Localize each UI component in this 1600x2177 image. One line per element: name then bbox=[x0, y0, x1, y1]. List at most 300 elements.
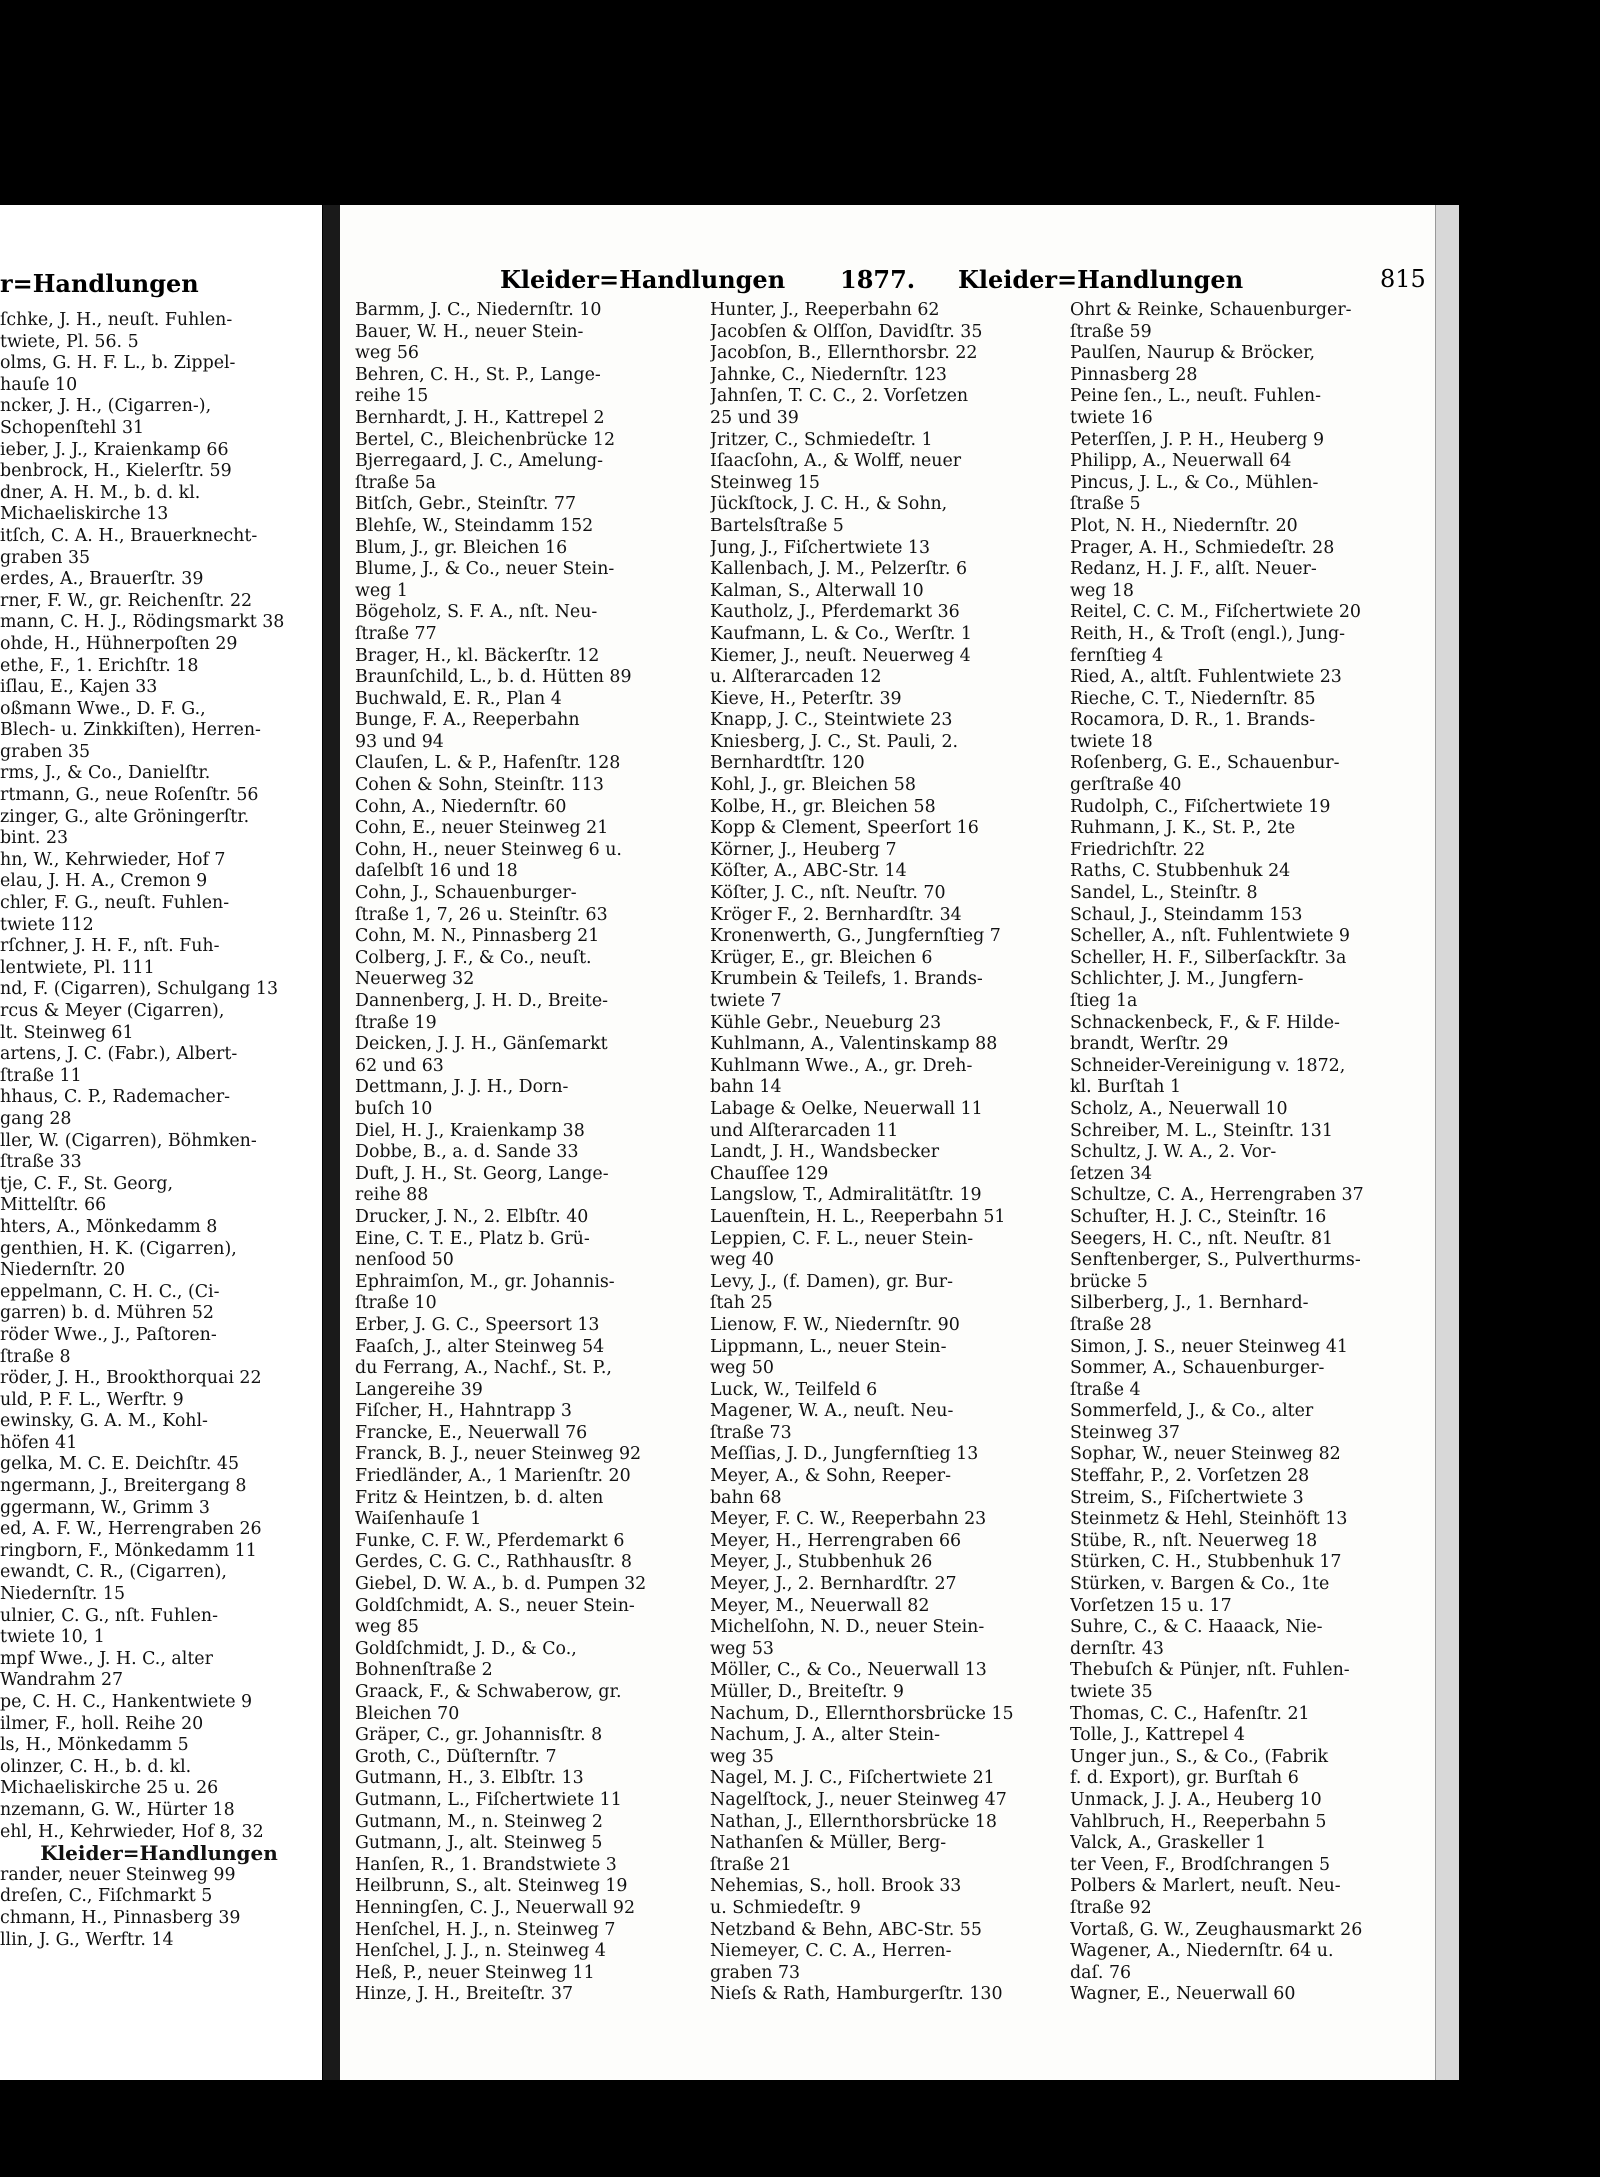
directory-entry: Meyer, J., 2. Bernhardſtr. 27 bbox=[710, 1574, 957, 1595]
directory-entry: Franck, B. J., neuer Steinweg 92 bbox=[355, 1444, 642, 1465]
left-page-entry: hauſe 10 bbox=[0, 374, 78, 395]
directory-entry: reihe 88 bbox=[355, 1185, 429, 1206]
left-page-entry: gelka, M. C. E. Deichſtr. 45 bbox=[0, 1454, 240, 1475]
directory-entry: Steinweg 37 bbox=[1070, 1422, 1180, 1443]
left-page-entry: ller, W. (Cigarren), Böhmken- bbox=[0, 1130, 257, 1151]
directory-entry: Dobbe, B., a. d. Sande 33 bbox=[355, 1142, 579, 1163]
directory-entry: Hunter, J., Reeperbahn 62 bbox=[710, 300, 940, 320]
directory-entry: Wagner, E., Neuerwall 60 bbox=[1070, 1984, 1296, 2005]
directory-entry: Blume, J., & Co., neuer Stein- bbox=[355, 559, 615, 580]
left-page-entry: zinger, G., alte Gröningerſtr. bbox=[0, 806, 250, 827]
left-page-entry: hn, W., Kehrwieder, Hof 7 bbox=[0, 849, 226, 870]
left-page-entry: genthien, H. K. (Cigarren), bbox=[0, 1238, 237, 1259]
left-page-entry: Mittelſtr. 66 bbox=[0, 1195, 107, 1216]
left-page-entry: mann, C. H. J., Rödingsmarkt 38 bbox=[0, 612, 285, 633]
directory-entry: Stürken, C. H., Stubbenhuk 17 bbox=[1070, 1552, 1342, 1573]
left-page-entry: röder, J. H., Brookthorquai 22 bbox=[0, 1368, 262, 1389]
directory-entry: Stübe, R., nſt. Neuerweg 18 bbox=[1070, 1530, 1318, 1551]
directory-entry: Bertel, C., Bleichenbrücke 12 bbox=[355, 429, 616, 450]
directory-entry: Lienow, F. W., Niedernſtr. 90 bbox=[710, 1314, 960, 1335]
directory-entry: Meſſias, J. D., Jungfernſtieg 13 bbox=[710, 1444, 979, 1465]
left-page-entry: dner, A. H. M., b. d. kl. bbox=[0, 482, 201, 503]
left-page-entry: uld, P. F. L., Werftr. 9 bbox=[0, 1389, 184, 1410]
directory-entry: Paulſen, Naurup & Bröcker, bbox=[1070, 343, 1316, 364]
directory-entry: Kaufmann, L. & Co., Werſtr. 1 bbox=[710, 623, 972, 644]
directory-entry: Prager, A. H., Schmiedeſtr. 28 bbox=[1070, 537, 1335, 558]
left-page-entry: ggermann, W., Grimm 3 bbox=[0, 1497, 210, 1518]
directory-entry: Schnackenbeck, F., & F. Hilde- bbox=[1070, 1012, 1340, 1033]
directory-entry: ſtieg 1a bbox=[1070, 991, 1138, 1011]
directory-entry: Steinmetz & Hehl, Steinhöft 13 bbox=[1070, 1509, 1348, 1530]
directory-entry: Krüger, E., gr. Bleichen 6 bbox=[710, 947, 933, 968]
directory-entry: ſtraße 5 bbox=[1070, 494, 1141, 515]
directory-entry: Sommer, A., Schauenburger- bbox=[1070, 1358, 1325, 1379]
directory-entry: Colberg, J. F., & Co., neuſt. bbox=[355, 947, 592, 968]
header-year: 1877. bbox=[840, 265, 916, 294]
directory-entry: twiete 18 bbox=[1070, 731, 1153, 752]
directory-entry: Sandel, L., Steinſtr. 8 bbox=[1070, 883, 1258, 904]
left-page-entry: ngermann, J., Breitergang 8 bbox=[0, 1476, 247, 1497]
directory-entry: buſch 10 bbox=[355, 1098, 433, 1119]
directory-entry: Roſenberg, G. E., Schauenbur- bbox=[1070, 753, 1340, 774]
directory-entry: Philipp, A., Neuerwall 64 bbox=[1070, 451, 1292, 472]
directory-entry: Nehemias, S., holl. Brook 33 bbox=[710, 1876, 962, 1897]
directory-page bbox=[340, 205, 1435, 2080]
directory-entry: ſtraße 10 bbox=[355, 1293, 437, 1314]
left-page-entry: Schopenſtehl 31 bbox=[0, 417, 145, 438]
directory-entry: Stürken, v. Bargen & Co., 1te bbox=[1070, 1574, 1330, 1595]
left-page-entry: ed, A. F. W., Herrengraben 26 bbox=[0, 1519, 262, 1540]
directory-entry: Ruhmann, J. K., St. P., 2te bbox=[1070, 818, 1296, 839]
left-page-entry: tje, C. F., St. Georg, bbox=[0, 1173, 173, 1194]
directory-entry: Cohn, J., Schauenburger- bbox=[355, 883, 577, 904]
directory-entry: Scheller, H. F., Silberſackſtr. 3a bbox=[1070, 947, 1347, 968]
directory-entry: Nagelſtock, J., neuer Steinweg 47 bbox=[710, 1789, 1007, 1810]
directory-entry: Deicken, J. J. H., Gänſemarkt bbox=[355, 1034, 608, 1055]
directory-entry: ſtraße 19 bbox=[355, 1012, 437, 1033]
directory-entry: Bjerregaard, J. C., Amelung- bbox=[355, 451, 604, 472]
directory-entry: nenſood 50 bbox=[355, 1250, 454, 1271]
directory-entry: weg 35 bbox=[710, 1746, 774, 1767]
directory-entry: Schneider-Vereinigung v. 1872, bbox=[1070, 1055, 1346, 1076]
directory-entry: Niemeyer, C. C. A., Herren- bbox=[710, 1941, 952, 1962]
directory-entry: Seegers, H. C., nſt. Neuſtr. 81 bbox=[1070, 1228, 1334, 1249]
left-page-header: r=Handlungen bbox=[0, 269, 199, 298]
directory-entry: Netzband & Behn, ABC-Str. 55 bbox=[710, 1919, 982, 1940]
left-page-entry: ieber, J. J., Kraienkamp 66 bbox=[0, 439, 229, 460]
directory-entry: Pinnasberg 28 bbox=[1070, 364, 1198, 385]
directory-entry: Kühle Gebr., Neueburg 23 bbox=[710, 1012, 942, 1033]
directory-entry: Jückſtock, J. C. H., & Sohn, bbox=[710, 494, 948, 515]
directory-entry: bahn 14 bbox=[710, 1077, 782, 1098]
left-page-entry: iſlau, E., Kajen 33 bbox=[0, 677, 158, 698]
left-page-entry: erdes, A., Brauerſtr. 39 bbox=[0, 569, 204, 590]
directory-entry: Steffahr, P., 2. Vorſetzen 28 bbox=[1070, 1466, 1310, 1487]
left-page-entry: twiete, Pl. 56. 5 bbox=[0, 331, 139, 352]
left-page-entry: ethe, F., 1. Erichſtr. 18 bbox=[0, 655, 199, 676]
directory-entry: weg 50 bbox=[710, 1358, 774, 1379]
directory-entry: Simon, J. S., neuer Steinweg 41 bbox=[1070, 1336, 1348, 1357]
left-page-entry: ehl, H., Kehrwieder, Hof 8, 32 bbox=[0, 1821, 264, 1842]
directory-entry: 25 und 39 bbox=[710, 407, 799, 428]
directory-entry: Henningſen, C. J., Neuerwall 92 bbox=[355, 1897, 636, 1918]
directory-entry: Heß, P., neuer Steinweg 11 bbox=[355, 1962, 595, 1983]
directory-entry: du Ferrang, A., Nachf., St. P., bbox=[355, 1358, 612, 1379]
left-page-entry: olms, G. H. F. L., b. Zippel- bbox=[0, 353, 236, 374]
directory-entry: Jritzer, C., Schmiedeſtr. 1 bbox=[710, 429, 933, 450]
directory-entry: Diel, H. J., Kraienkamp 38 bbox=[355, 1120, 585, 1141]
directory-entry: Bernhardt, J. H., Kattrepel 2 bbox=[355, 407, 605, 428]
directory-entry: Hinze, J. H., Breiteſtr. 37 bbox=[355, 1984, 574, 2005]
directory-entry: Gräper, C., gr. Johannisſtr. 8 bbox=[355, 1725, 603, 1746]
left-page-entry: Blech- u. Zinkkiſten), Herren- bbox=[0, 720, 261, 741]
left-page-entry: ohde, H., Hühnerpoſten 29 bbox=[0, 633, 238, 654]
left-page-entry: dreſen, C., Fiſchmarkt 5 bbox=[0, 1886, 213, 1907]
directory-entry: Vahlbruch, H., Reeperbahn 5 bbox=[1070, 1811, 1327, 1832]
directory-entry: Plot, N. H., Niedernſtr. 20 bbox=[1070, 515, 1298, 536]
directory-entry: Gutmann, L., Fiſchertwiete 11 bbox=[355, 1789, 622, 1810]
left-page-entry: rcus & Meyer (Cigarren), bbox=[0, 1001, 225, 1021]
left-page-entry: ſtraße 8 bbox=[0, 1346, 71, 1367]
left-page-entry: elau, J. H. A., Cremon 9 bbox=[0, 871, 208, 892]
directory-entry: daſelbſt 16 und 18 bbox=[355, 861, 518, 882]
left-page-entry: chmann, H., Pinnasberg 39 bbox=[0, 1907, 241, 1928]
directory-entry: Funke, C. F. W., Pferdemarkt 6 bbox=[355, 1530, 625, 1551]
directory-entry: Müller, D., Breiteſtr. 9 bbox=[710, 1682, 904, 1702]
directory-entry: Bunge, F. A., Reeperbahn bbox=[355, 710, 580, 731]
directory-entry: Rieche, C. T., Niedernſtr. 85 bbox=[1070, 688, 1316, 709]
header-right-title: Kleider=Handlungen bbox=[958, 265, 1244, 294]
directory-entry: ſtraße 5a bbox=[355, 472, 436, 493]
directory-entry: Magener, W. A., neuſt. Neu- bbox=[710, 1401, 954, 1422]
directory-entry: Meyer, M., Neuerwall 82 bbox=[710, 1595, 930, 1616]
directory-entry: ter Veen, F., Brodſchrangen 5 bbox=[1070, 1854, 1331, 1875]
directory-entry: Labage & Oelke, Neuerwall 11 bbox=[710, 1098, 983, 1119]
directory-entry: twiete 16 bbox=[1070, 407, 1153, 428]
directory-entry: Schaul, J., Steindamm 153 bbox=[1070, 904, 1303, 925]
directory-entry: Sommerfeld, J., & Co., alter bbox=[1070, 1401, 1314, 1422]
directory-entry: Kuhlmann Wwe., A., gr. Dreh- bbox=[710, 1055, 973, 1076]
directory-entry: weg 56 bbox=[355, 343, 419, 364]
directory-entry: Cohn, A., Niedernſtr. 60 bbox=[355, 796, 567, 817]
left-page-entry: ſtraße 11 bbox=[0, 1065, 82, 1086]
directory-entry: bahn 68 bbox=[710, 1487, 782, 1508]
directory-entry: ſetzen 34 bbox=[1070, 1163, 1153, 1184]
left-page-entry: ſtraße 33 bbox=[0, 1152, 82, 1173]
left-page-entry: rms, J., & Co., Danielſtr. bbox=[0, 763, 211, 784]
left-page-entry: rander, neuer Steinweg 99 bbox=[0, 1864, 236, 1885]
directory-entry: Kieve, H., Peterſtr. 39 bbox=[710, 688, 902, 709]
directory-entry: Kopp & Clement, Speerſort 16 bbox=[710, 818, 979, 839]
directory-entry: Thomas, C. C., Hafenſtr. 21 bbox=[1070, 1703, 1310, 1724]
directory-entry: Senftenberger, S., Pulverthurms- bbox=[1070, 1250, 1361, 1271]
directory-entry: graben 73 bbox=[710, 1962, 801, 1983]
directory-entry: Kohl, J., gr. Bleichen 58 bbox=[710, 775, 916, 796]
directory-entry: Meyer, A., & Sohn, Reeper- bbox=[710, 1466, 951, 1487]
directory-entry: Thebuſch & Pünjer, nſt. Fuhlen- bbox=[1070, 1660, 1350, 1681]
directory-entry: Suhre, C., & C. Haaack, Nie- bbox=[1070, 1617, 1323, 1638]
directory-entry: Langslow, T., Admiralitätſtr. 19 bbox=[710, 1185, 982, 1206]
directory-entry: fernſtieg 4 bbox=[1070, 645, 1164, 666]
left-page-entry: rner, F. W., gr. Reichenſtr. 22 bbox=[0, 590, 253, 611]
directory-entry: Dannenberg, J. H. D., Breite- bbox=[355, 991, 609, 1011]
directory-entry: brandt, Werſtr. 29 bbox=[1070, 1034, 1229, 1055]
directory-entry: Schreiber, M. L., Steinſtr. 131 bbox=[1070, 1120, 1333, 1141]
directory-entry: Bögeholz, S. F. A., nſt. Neu- bbox=[355, 602, 598, 623]
directory-entry: Cohen & Sohn, Steinſtr. 113 bbox=[355, 775, 604, 796]
directory-entry: Bartelsſtraße 5 bbox=[710, 515, 844, 536]
directory-entry: Luck, W., Teilfeld 6 bbox=[710, 1379, 878, 1400]
left-page-section-title: Kleider=Handlungen bbox=[40, 1841, 278, 1866]
directory-entry: Köſter, A., ABC-Str. 14 bbox=[710, 861, 907, 882]
left-page-entry: rtmann, G., neue Roſenſtr. 56 bbox=[0, 785, 259, 806]
directory-entry: Francke, E., Neuerwall 76 bbox=[355, 1422, 588, 1443]
directory-entry: Krumbein & Teilefs, 1. Brands- bbox=[710, 969, 983, 990]
directory-entry: Redanz, H. J. F., alſt. Neuer- bbox=[1070, 559, 1317, 580]
directory-entry: Kröger F., 2. Bernhardſtr. 34 bbox=[710, 904, 962, 925]
left-page-entry: hhaus, C. P., Rademacher- bbox=[0, 1087, 231, 1108]
directory-entry: Gerdes, C. G. C., Rathhausſtr. 8 bbox=[355, 1552, 632, 1573]
left-page-entry: chler, F. G., neuſt. Fuhlen- bbox=[0, 893, 230, 914]
directory-entry: weg 18 bbox=[1070, 580, 1134, 601]
left-page-entry: hters, A., Mönkedamm 8 bbox=[0, 1216, 218, 1237]
directory-entry: brücke 5 bbox=[1070, 1271, 1148, 1292]
directory-entry: Braunſchild, L., b. d. Hütten 89 bbox=[355, 667, 632, 688]
directory-entry: Blum, J., gr. Bleichen 16 bbox=[355, 537, 568, 558]
directory-entry: Ephraimſon, M., gr. Johannis- bbox=[355, 1271, 615, 1292]
page-edge bbox=[1435, 205, 1459, 2080]
left-page-entry: artens, J. C. (Fabr.), Albert- bbox=[0, 1044, 238, 1065]
left-page-entry: pe, C. H. C., Hankentwiete 9 bbox=[0, 1692, 253, 1712]
directory-entry: Jacobſen & Olſſon, Davidſtr. 35 bbox=[710, 321, 983, 342]
left-page-entry: benbrock, H., Kielerſtr. 59 bbox=[0, 461, 232, 482]
directory-entry: ſtraße 73 bbox=[710, 1422, 792, 1443]
directory-entry: Iſaacſohn, A., & Wolff, neuer bbox=[710, 451, 962, 472]
left-page-entry: ncker, J. H., (Cigarren-), bbox=[0, 396, 212, 417]
directory-entry: Nagel, M. J. C., Fiſchertwiete 21 bbox=[710, 1768, 995, 1789]
directory-entry: ſtraße 4 bbox=[1070, 1379, 1141, 1400]
directory-entry: twiete 7 bbox=[710, 991, 782, 1011]
directory-entry: Kolbe, H., gr. Bleichen 58 bbox=[710, 796, 936, 817]
directory-entry: gerſtraße 40 bbox=[1070, 775, 1182, 796]
directory-entry: ſtraße 59 bbox=[1070, 321, 1152, 342]
directory-entry: Henſchel, H. J., n. Steinweg 7 bbox=[355, 1919, 616, 1940]
left-page-entry: gang 28 bbox=[0, 1108, 72, 1129]
directory-entry: Goldſchmidt, J. D., & Co., bbox=[355, 1638, 577, 1659]
left-page-column bbox=[0, 310, 318, 1951]
left-page bbox=[0, 205, 322, 2080]
left-page-entry: lentwiete, Pl. 111 bbox=[0, 957, 155, 978]
directory-entry: Nieſs & Rath, Hamburgerſtr. 130 bbox=[710, 1984, 1003, 2005]
directory-entry: Lauenſtein, H. L., Reeperbahn 51 bbox=[710, 1206, 1006, 1227]
left-page-entry: llin, J. G., Werftr. 14 bbox=[0, 1929, 174, 1950]
directory-entry: weg 40 bbox=[710, 1250, 774, 1271]
directory-entry: Henſchel, J. J., n. Steinweg 4 bbox=[355, 1941, 606, 1962]
header-left-title: Kleider=Handlungen bbox=[500, 265, 786, 294]
directory-entry: Blehſe, W., Steindamm 152 bbox=[355, 515, 594, 536]
directory-entry: Drucker, J. N., 2. Elbſtr. 40 bbox=[355, 1206, 589, 1227]
left-page-entry: Michaeliskirche 25 u. 26 bbox=[0, 1778, 219, 1799]
directory-entry: Scheller, A., nſt. Fuhlentwiete 9 bbox=[1070, 926, 1350, 947]
directory-entry: Kiemer, J., neuſt. Neuerweg 4 bbox=[710, 645, 971, 666]
left-page-entry: ewandt, C. R., (Cigarren), bbox=[0, 1562, 227, 1583]
left-page-entry: oßmann Wwe., D. F. G., bbox=[0, 698, 206, 719]
left-page-entry: itſch, C. A. H., Brauerknecht- bbox=[0, 525, 258, 546]
directory-entry: Schlichter, J. M., Jungfern- bbox=[1070, 969, 1304, 990]
directory-entry: Buchwald, E. R., Plan 4 bbox=[355, 688, 562, 709]
directory-entry: kl. Burſtah 1 bbox=[1070, 1077, 1182, 1098]
directory-entry: daſ. 76 bbox=[1070, 1962, 1132, 1983]
directory-entry: Eine, C. T. E., Platz b. Grü- bbox=[355, 1228, 590, 1249]
directory-entry: Neuerweg 32 bbox=[355, 969, 475, 990]
directory-entry: Rudolph, C., Fiſchertwiete 19 bbox=[1070, 796, 1331, 817]
directory-entry: Levy, J., (f. Damen), gr. Bur- bbox=[710, 1271, 953, 1292]
directory-entry: Chauſſee 129 bbox=[710, 1163, 829, 1184]
directory-entry: Schultz, J. W. A., 2. Vor- bbox=[1070, 1142, 1277, 1163]
directory-entry: Bauer, W. H., neuer Stein- bbox=[355, 321, 584, 342]
directory-entry: weg 1 bbox=[355, 580, 408, 601]
left-page-entry: ls, H., Mönkedamm 5 bbox=[0, 1735, 189, 1756]
directory-entry: Bohnenſtraße 2 bbox=[355, 1660, 493, 1681]
directory-entry: Jacobſon, B., Ellernthorsbr. 22 bbox=[710, 343, 978, 364]
directory-entry: Jung, J., Fiſchertwiete 13 bbox=[710, 537, 931, 558]
left-page-entry: ewinsky, G. A. M., Kohl- bbox=[0, 1411, 208, 1432]
directory-entry: Friedländer, A., 1 Marienſtr. 20 bbox=[355, 1466, 631, 1487]
directory-entry: Kniesberg, J. C., St. Pauli, 2. bbox=[710, 731, 959, 752]
directory-entry: 93 und 94 bbox=[355, 731, 444, 752]
directory-entry: Unger jun., S., & Co., (Fabrik bbox=[1070, 1746, 1329, 1767]
directory-entry: Landt, J. H., Wandsbecker bbox=[710, 1142, 940, 1163]
directory-entry: Reith, H., & Troſt (engl.), Jung- bbox=[1070, 623, 1346, 644]
left-page-entry: rſchner, J. H. F., nſt. Fuh- bbox=[0, 936, 220, 957]
left-page-entry: Niedernſtr. 15 bbox=[0, 1584, 126, 1605]
directory-entry: Barmm, J. C., Niedernſtr. 10 bbox=[355, 300, 602, 320]
directory-entry: Jahnke, C., Niedernſtr. 123 bbox=[710, 364, 947, 385]
directory-entry: Erber, J. G. C., Speersort 13 bbox=[355, 1314, 600, 1335]
left-page-entry: ulnier, C. G., nſt. Fuhlen- bbox=[0, 1605, 218, 1626]
directory-entry: und Alſterarcaden 11 bbox=[710, 1120, 899, 1141]
left-page-entry: twiete 112 bbox=[0, 914, 94, 935]
directory-entry: Friedrichſtr. 22 bbox=[1070, 839, 1206, 860]
directory-entry: Fiſcher, H., Hahntrapp 3 bbox=[355, 1401, 572, 1422]
page-number: 815 bbox=[1380, 265, 1426, 293]
directory-entry: Waiſenhauſe 1 bbox=[355, 1509, 482, 1530]
directory-entry: Pincus, J. L., & Co., Mühlen- bbox=[1070, 472, 1319, 493]
directory-entry: Nathanſen & Müller, Berg- bbox=[710, 1833, 947, 1854]
directory-entry: Groth, C., Düſternſtr. 7 bbox=[355, 1746, 557, 1767]
directory-entry: reihe 15 bbox=[355, 386, 429, 407]
directory-entry: ſtraße 77 bbox=[355, 623, 437, 644]
directory-entry: Vorſetzen 15 u. 17 bbox=[1070, 1595, 1232, 1616]
directory-entry: Meyer, J., Stubbenhuk 26 bbox=[710, 1552, 933, 1573]
left-page-entry: höfen 41 bbox=[0, 1432, 78, 1453]
directory-entry: Faaſch, J., alter Steinweg 54 bbox=[355, 1336, 605, 1357]
directory-entry: ſtah 25 bbox=[710, 1293, 773, 1314]
directory-entry: Scholz, A., Neuerwall 10 bbox=[1070, 1098, 1288, 1119]
left-page-entry: mpf Wwe., J. H. C., alter bbox=[0, 1648, 213, 1669]
directory-entry: u. Schmiedeſtr. 9 bbox=[710, 1897, 861, 1918]
directory-entry: Valck, A., Graskeller 1 bbox=[1070, 1833, 1267, 1854]
directory-entry: Nachum, J. A., alter Stein- bbox=[710, 1725, 940, 1746]
directory-entry: Graack, F., & Schwaberow, gr. bbox=[355, 1682, 622, 1702]
directory-entry: Bitſch, Gebr., Steinſtr. 77 bbox=[355, 494, 577, 515]
directory-entry: Ohrt & Reinke, Schauenburger- bbox=[1070, 300, 1352, 320]
directory-entry: twiete 35 bbox=[1070, 1682, 1153, 1702]
left-page-entry: nzemann, G. W., Hürter 18 bbox=[0, 1799, 235, 1820]
directory-entry: Kautholz, J., Pferdemarkt 36 bbox=[710, 602, 960, 623]
directory-entry: Sophar, W., neuer Steinweg 82 bbox=[1070, 1444, 1341, 1465]
directory-entry: 62 und 63 bbox=[355, 1055, 444, 1076]
directory-entry: Streim, S., Fiſchertwiete 3 bbox=[1070, 1487, 1304, 1508]
directory-entry: ſtraße 28 bbox=[1070, 1314, 1152, 1335]
directory-entry: Goldſchmidt, A. S., neuer Stein- bbox=[355, 1595, 635, 1616]
left-page-entry: twiete 10, 1 bbox=[0, 1627, 105, 1648]
directory-entry: ſtraße 21 bbox=[710, 1854, 792, 1875]
directory-entry: Lippmann, L., neuer Stein- bbox=[710, 1336, 947, 1357]
directory-entry: Wagener, A., Niedernſtr. 64 u. bbox=[1070, 1941, 1334, 1962]
directory-entry: Schuſter, H. J. C., Steinſtr. 16 bbox=[1070, 1206, 1327, 1227]
directory-entry: Fritz & Heintzen, b. d. alten bbox=[355, 1487, 604, 1508]
directory-entry: ſtraße 1, 7, 26 u. Steinſtr. 63 bbox=[355, 904, 608, 925]
left-page-entry: nd, F. (Cigarren), Schulgang 13 bbox=[0, 979, 279, 1000]
directory-entry: Meyer, F. C. W., Reeperbahn 23 bbox=[710, 1509, 987, 1530]
directory-entry: dernſtr. 43 bbox=[1070, 1638, 1164, 1659]
directory-entry: Langereihe 39 bbox=[355, 1379, 483, 1400]
directory-entry: Raths, C. Stubbenhuk 24 bbox=[1070, 861, 1291, 882]
directory-entry: Kuhlmann, A., Valentinskamp 88 bbox=[710, 1034, 998, 1055]
directory-entry: Hanſen, R., 1. Brandstwiete 3 bbox=[355, 1854, 617, 1875]
left-page-entry: graben 35 bbox=[0, 547, 91, 568]
directory-entry: Unmack, J. J. A., Heuberg 10 bbox=[1070, 1789, 1322, 1810]
directory-entry: Peterſſen, J. P. H., Heuberg 9 bbox=[1070, 429, 1325, 450]
directory-entry: Jahnſen, T. C. C., 2. Vorſetzen bbox=[710, 386, 969, 407]
directory-entry: Cohn, H., neuer Steinweg 6 u. bbox=[355, 839, 622, 860]
directory-entry: Knapp, J. C., Steintwiete 23 bbox=[710, 710, 953, 731]
directory-entry: Polbers & Marlert, neuſt. Neu- bbox=[1070, 1876, 1341, 1897]
left-page-entry: ringborn, F., Mönkedamm 11 bbox=[0, 1540, 257, 1561]
directory-entry: weg 53 bbox=[710, 1638, 774, 1659]
directory-entry: Silberberg, J., 1. Bernhard- bbox=[1070, 1293, 1309, 1314]
directory-entry: Behren, C. H., St. P., Lange- bbox=[355, 364, 601, 385]
left-page-entry: lt. Steinweg 61 bbox=[0, 1022, 134, 1043]
left-page-entry: eppelmann, C. H. C., (Ci- bbox=[0, 1281, 220, 1302]
directory-entry: Nachum, D., Ellernthorsbrücke 15 bbox=[710, 1703, 1014, 1724]
directory-entry: Möller, C., & Co., Neuerwall 13 bbox=[710, 1660, 987, 1681]
directory-entry: Clauſen, L. & P., Hafenſtr. 128 bbox=[355, 753, 621, 774]
book-spine bbox=[323, 205, 340, 2080]
directory-entry: Giebel, D. W. A., b. d. Pumpen 32 bbox=[355, 1574, 647, 1595]
left-page-entry: bint. 23 bbox=[0, 828, 69, 849]
left-page-entry: graben 35 bbox=[0, 741, 91, 762]
directory-entry: Leppien, C. F. L., neuer Stein- bbox=[710, 1228, 974, 1249]
directory-entry: Brager, H., kl. Bäckerſtr. 12 bbox=[355, 645, 600, 666]
directory-entry: Rocamora, D. R., 1. Brands- bbox=[1070, 710, 1316, 731]
directory-entry: Peine ſen., L., neuſt. Fuhlen- bbox=[1070, 386, 1322, 407]
directory-entry: Körner, J., Heuberg 7 bbox=[710, 839, 897, 860]
left-page-entry: röder Wwe., J., Paſtoren- bbox=[0, 1324, 217, 1345]
directory-entry: Heilbrunn, S., alt. Steinweg 19 bbox=[355, 1876, 628, 1897]
directory-entry: Gutmann, J., alt. Steinweg 5 bbox=[355, 1833, 603, 1854]
directory-entry: Duft, J. H., St. Georg, Lange- bbox=[355, 1163, 609, 1184]
directory-entry: Vortaß, G. W., Zeughausmarkt 26 bbox=[1070, 1919, 1363, 1940]
directory-entry: ſtraße 92 bbox=[1070, 1897, 1152, 1918]
left-page-entry: Niedernſtr. 20 bbox=[0, 1260, 126, 1281]
directory-column-3 bbox=[1070, 300, 1430, 2006]
left-page-entry: Wandrahm 27 bbox=[0, 1670, 124, 1691]
left-page-entry: ſchke, J. H., neuſt. Fuhlen- bbox=[0, 310, 233, 330]
directory-entry: Michelſohn, N. D., neuer Stein- bbox=[710, 1617, 985, 1638]
directory-column-2 bbox=[710, 300, 1065, 2006]
